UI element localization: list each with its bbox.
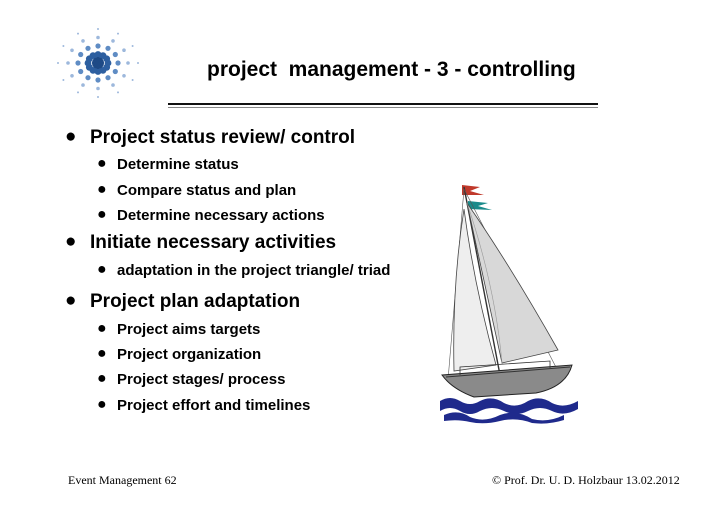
bullet-icon: ● xyxy=(65,126,77,147)
item-text: Project status review/ control xyxy=(90,127,356,148)
footer-right: © Prof. Dr. U. D. Holzbaur 13.02.2012 xyxy=(492,473,680,487)
footer-left: Event Management 62 xyxy=(68,473,177,487)
sub-item-effort xyxy=(97,396,311,414)
bullet-icon: ● xyxy=(97,370,107,387)
item-text: Project aims targets xyxy=(117,321,261,338)
sub-item-determine-actions xyxy=(97,206,325,224)
bullet-icon: ● xyxy=(97,155,107,172)
title-divider xyxy=(168,103,598,109)
bullet-icon: ● xyxy=(97,396,107,413)
item-text: Determine status xyxy=(117,156,239,173)
item-text: Compare status and plan xyxy=(117,182,297,199)
item-text: Project effort and timelines xyxy=(117,397,311,414)
sub-item-organization xyxy=(97,345,262,363)
list-item-1 xyxy=(65,126,356,149)
item-text: Determine necessary actions xyxy=(117,207,325,224)
bullet-icon: ● xyxy=(97,320,107,337)
item-text: Project organization xyxy=(117,346,262,363)
bullet-icon: ● xyxy=(65,290,77,311)
sub-item-compare-status xyxy=(97,181,297,199)
sub-item-determine-status xyxy=(97,155,239,173)
item-text: adaptation in the project triangle/ triad xyxy=(117,262,391,279)
bullet-icon: ● xyxy=(97,345,107,362)
list-item-2 xyxy=(65,231,337,254)
item-text: Initiate necessary activities xyxy=(90,232,337,253)
sub-item-aims xyxy=(97,320,261,338)
page-title: project management - 3 - controlling xyxy=(207,58,576,81)
list-item-3 xyxy=(65,290,301,313)
sub-item-stages xyxy=(97,370,286,388)
bullet-icon: ● xyxy=(97,206,107,223)
item-text: Project stages/ process xyxy=(117,371,286,388)
sailboat-icon xyxy=(440,175,580,425)
bullet-icon: ● xyxy=(65,231,77,252)
sub-item-adaptation xyxy=(97,261,391,279)
bullet-icon: ● xyxy=(97,261,107,278)
item-text: Project plan adaptation xyxy=(90,291,301,312)
bullet-icon: ● xyxy=(97,181,107,198)
logo-icon xyxy=(48,18,148,108)
